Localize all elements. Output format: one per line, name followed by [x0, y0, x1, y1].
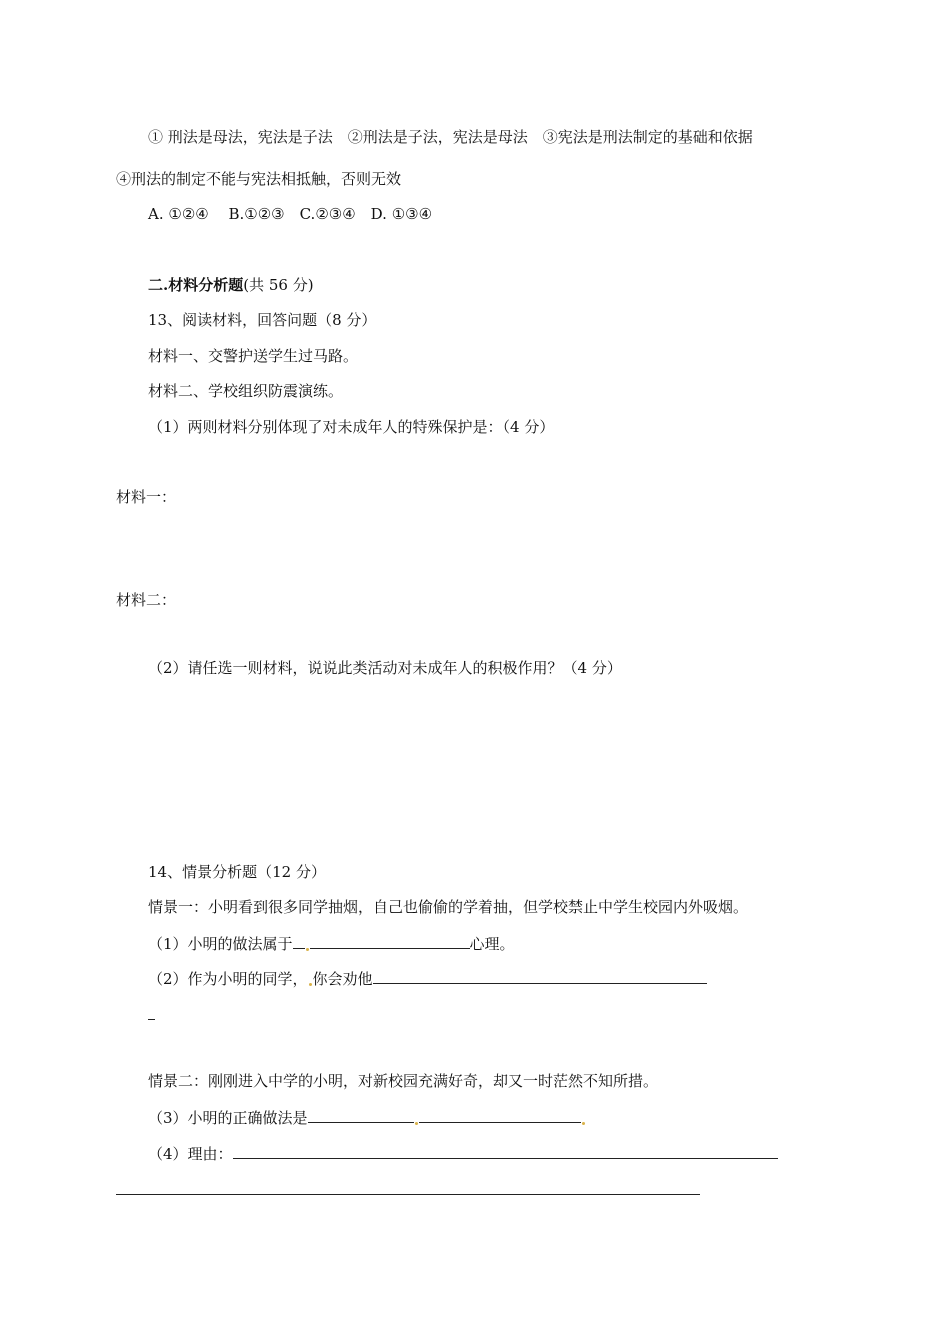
- q13-answer1-label: 材料一：: [116, 488, 177, 506]
- q14-sub1-prefix: （1）小明的做法属于: [148, 935, 293, 953]
- q14-scene1: 情景一：小明看到很多同学抽烟，自己也偷偷的学着抽，但学校禁止中学生校园内外吸烟。: [148, 898, 749, 916]
- q12-statements-line2: ④刑法的制定不能与宪法相抵触，否则无效: [116, 170, 402, 188]
- q14-title: 14、情景分析题（12 分）: [148, 863, 326, 881]
- q13-answer2-label: 材料二：: [116, 591, 177, 609]
- mark-dot: [582, 1122, 585, 1125]
- section2-title: 二.材料分析题: [148, 276, 244, 294]
- answer-blank[interactable]: [310, 933, 470, 949]
- answer-blank[interactable]: [293, 933, 305, 949]
- answer-blank[interactable]: [419, 1107, 581, 1123]
- q14-sub4: [148, 1143, 778, 1164]
- answer-blank[interactable]: [233, 1143, 778, 1159]
- answer-blank[interactable]: [373, 968, 707, 984]
- mark-dot: [415, 1122, 418, 1125]
- answer-line[interactable]: [148, 1019, 155, 1020]
- mark-dot: [306, 948, 309, 951]
- q14-sub2: [148, 968, 707, 989]
- mark-dot: [309, 983, 312, 986]
- section2-heading: [148, 275, 314, 295]
- q14-sub3: [148, 1107, 586, 1128]
- q14-sub2-prefix: （2）作为小明的同学，: [148, 970, 308, 988]
- q14-sub1-suffix: 心理。: [469, 935, 515, 953]
- q13-sub2: （2）请任选一则材料，说说此类活动对未成年人的积极作用？（4 分）: [148, 659, 622, 677]
- q14-sub1: [148, 933, 515, 954]
- q12-statements-line1: ① 刑法是母法，宪法是子法 ②刑法是子法，宪法是母法 ③宪法是刑法制定的基础和依据: [148, 128, 753, 146]
- q12-options: A. ①②④ B.①②③ C.②③④ D. ①③④: [148, 205, 433, 223]
- q13-material1: 材料一、交警护送学生过马路。: [148, 347, 359, 365]
- section2-points: (共 56 分): [243, 276, 314, 294]
- q13-sub1: （1）两则材料分别体现了对未成年人的特殊保护是：（4 分）: [148, 418, 555, 436]
- answer-blank[interactable]: [308, 1107, 414, 1123]
- q14-sub3-prefix: （3）小明的正确做法是: [148, 1109, 308, 1127]
- q13-material2: 材料二、学校组织防震演练。: [148, 382, 344, 400]
- q14-sub4-prefix: （4）理由：: [148, 1145, 233, 1163]
- answer-line[interactable]: [116, 1194, 700, 1195]
- q14-scene2: 情景二：刚刚进入中学的小明，对新校园充满好奇，却又一时茫然不知所措。: [148, 1072, 659, 1090]
- q14-sub2-mid: 你会劝他: [312, 970, 373, 988]
- q13-title: 13、阅读材料，回答问题（8 分）: [148, 311, 377, 329]
